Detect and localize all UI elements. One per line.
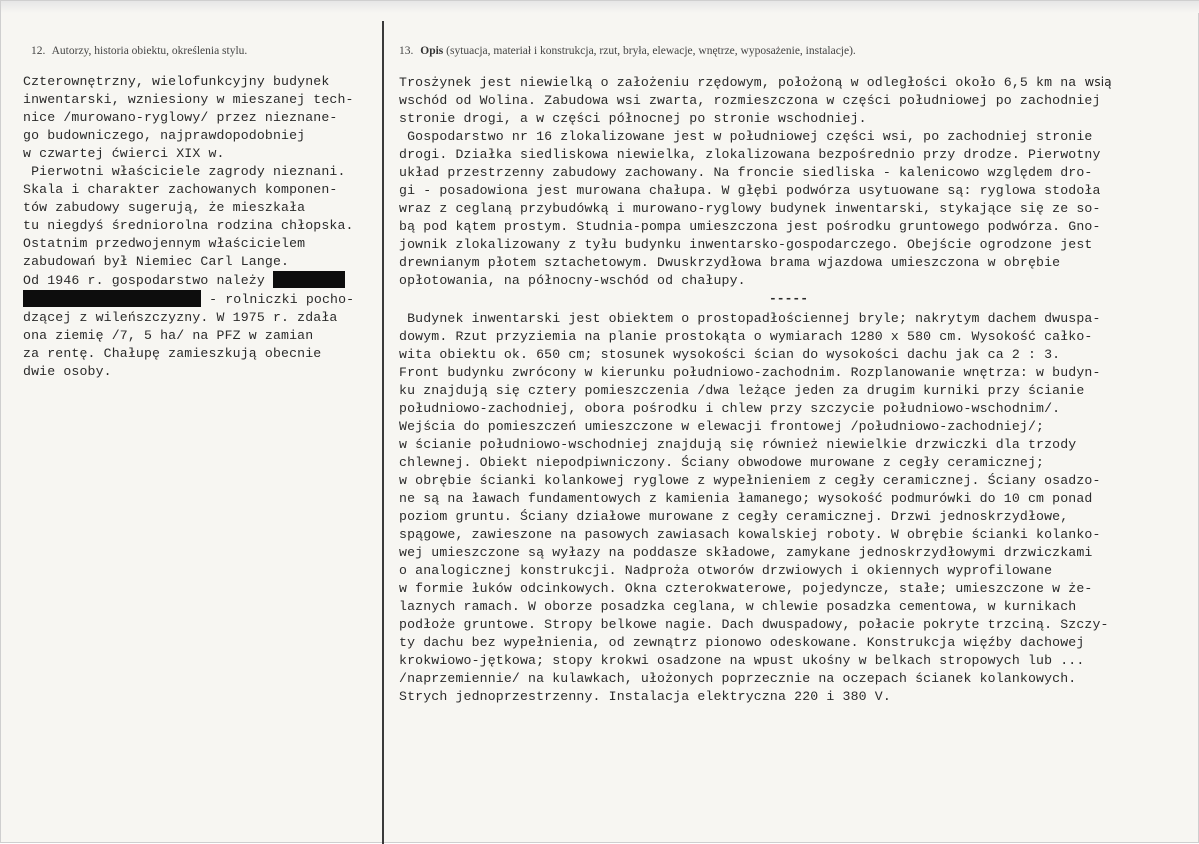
text-line: Ostatnim przedwojennym właścicielem xyxy=(23,236,306,251)
section-13-heading xyxy=(399,45,1189,57)
text-line: drogi. Działka siedliskowa niewielka, zlokalizowana bezpośrednio przy drodze. Pierwotny xyxy=(399,147,1101,162)
text-line: podłoże gruntowe. Stropy belkowe nagie. Dach dwuspadowy, połacie pokryte trzciną. Szczy- xyxy=(399,617,1109,632)
section-12-number: 12. xyxy=(31,45,46,57)
text-line: wraz z ceglaną przybudówką i murowano-ryglowy budynek inwentarski, stykające się ze so- xyxy=(399,201,1101,216)
text-line: w ścianie południowo-wschodniej znajdują się również niewielkie drzwiczki dla trzody xyxy=(399,437,1077,452)
text-line: w obrębie ścianki kolankowej ryglowe z wypełnieniem z cegły ceramicznej. Ściany osadzo- xyxy=(399,473,1101,488)
text-line: inwentarski, wzniesiony w mieszanej tech- xyxy=(23,92,354,107)
section-13-number: 13. xyxy=(399,45,414,57)
text-line: nice /murowano-ryglowy/ przez nieznane- xyxy=(23,110,338,125)
section-13-para-1 xyxy=(399,73,1189,290)
text-line-part: Trosżynek jest niewielką o założeniu rzędowym, położoną w odległości około 6,5 km na xyxy=(399,75,1077,90)
text-line: poziom gruntu. Ściany działowe murowane z cegły ceramicznej. Drzwi jednoskrzydłowe, xyxy=(399,509,1069,524)
text-line: stronie drogi, a w części północnej po stronie wschodniej. xyxy=(399,111,867,126)
text-line: Wejścia do pomieszczeń umieszczone w elewacji frontowej /południowo-zachodniej/; xyxy=(399,419,1045,434)
text-line: go budowniczego, najprawdopodobniej xyxy=(23,128,306,143)
text-line: wita obiektu ok. 650 cm; stosunek wysokości ścian do wysokości dachu jak ca 2 : 3. xyxy=(399,347,1061,362)
text-line xyxy=(23,290,383,309)
text-line: ona ziemię /7, 5 ha/ na PFZ w zamian xyxy=(23,328,314,343)
text-line: drewnianym płotem sztachetowym. Dwuskrzydłowa brama wjazdowa umieszczona w obrębie xyxy=(399,255,1061,270)
text-line: ku znajdują się cztery pomieszczenia /dwa leżące jeden za drugim kurniki przy ścianie xyxy=(399,383,1085,398)
section-12 xyxy=(23,45,383,381)
text-line: Skala i charakter zachowanych komponen- xyxy=(23,182,338,197)
section-13-title: Opis xyxy=(420,45,444,57)
text-line: bą pod kątem prostym. Studnia-pompa umieszczona jest pośrodku gruntowego podwórza. Gno- xyxy=(399,219,1101,234)
text-line: opłotowania, na północny-wschód od chałupy. xyxy=(399,273,746,288)
section-13 xyxy=(399,45,1189,706)
text-line: gi - posadowiona jest murowana chałupa. W głębi podwórza usytuowane są: ryglowa stodoła xyxy=(399,183,1101,198)
text-line: tu niegdyś średniorolna rodzina chłopska. xyxy=(23,218,354,233)
text-line: /naprzemiennie/ na kulawkach, ułożonych poprzecznie na oczepach ścianek kolankowych. xyxy=(399,671,1077,686)
text-line: zabudowań był Niemiec Carl Lange. xyxy=(23,254,290,269)
text-line: laznych ramach. W oborze posadzka ceglana, w chlewie posadzka cementowa, w kurnikach xyxy=(399,599,1077,614)
section-12-text xyxy=(23,73,383,381)
text-line: wschód od Wolina. Zabudowa wsi zwarta, rozmieszczona w części południowej po zachodniej xyxy=(399,93,1101,108)
text-line: Pierwotni właściciele zagrody nieznani. xyxy=(23,164,346,179)
section-12-title: Autorzy, historia obiektu, określenia stylu. xyxy=(51,45,248,57)
text-line: Gospodarstwo nr 16 zlokalizowane jest w południowej części wsi, po zachodniej stronie xyxy=(399,129,1093,144)
text-line xyxy=(23,271,383,290)
text-line: Czterownętrzny, wielofunkcyjny budynek xyxy=(23,74,330,89)
text-line: w formie łuków odcinkowych. Okna czterokwaterowe, pojedyncze, stałe; umieszczone w że- xyxy=(399,581,1093,596)
separator: ----- xyxy=(769,291,809,306)
text-line: tów zabudowy sugerują, że mieszkała xyxy=(23,200,306,215)
text-line: jownik zlokalizowany z tyłu budynku inwentarsko-gospodarczego. Obejście ogrodzone jest xyxy=(399,237,1093,252)
redaction-block xyxy=(273,271,345,288)
text-line: ne są na ławach fundamentowych z kamienia łamanego; wysokość podmurówki do 10 cm ponad xyxy=(399,491,1093,506)
text-line-part: - rolniczki pocho- xyxy=(209,292,355,307)
text-line: wej umieszczone są wyłazy na poddasze składowe, zamykane jednoskrzydłowymi drzwiczkami xyxy=(399,545,1093,560)
text-line: Budynek inwentarski jest obiektem o prostopadłościennej bryle; nakrytym dachem dwuspa- xyxy=(399,311,1101,326)
scan-edge xyxy=(1,1,1199,13)
text-line: dzącej z wileńszczyzny. W 1975 r. zdała xyxy=(23,310,338,325)
text-line: krokwiowo-jętkowa; stopy krokwi osadzone na wpust ukośny w belkach stropowych lub ... xyxy=(399,653,1085,668)
text-line xyxy=(399,73,1189,92)
text-line: za rentę. Chałupę zamieszkują obecnie xyxy=(23,346,322,361)
text-line: Strych jednoprzestrzenny. Instalacja elektryczna 220 i 380 V. xyxy=(399,689,891,704)
section-13-subtitle: (sytuacja, materiał i konstrukcja, rzut, bryła, elewacje, wnętrze, wyposażenie, instalacje). xyxy=(446,45,856,57)
text-line: dwie osoby. xyxy=(23,364,112,379)
text-line: w czwartej ćwierci XIX w. xyxy=(23,146,225,161)
handwritten-correction: wsią xyxy=(1084,75,1112,89)
section-12-heading xyxy=(31,45,383,57)
text-line: dowym. Rzut przyziemia na planie prostokąta o wymiarach 1280 x 580 cm. Wysokość całko- xyxy=(399,329,1093,344)
text-line: południowo-zachodniej, obora pośrodku i chlew przy szczycie południowo-wschodnim/. xyxy=(399,401,1061,416)
text-line-part: Od 1946 r. gospodarstwo należy xyxy=(23,273,265,288)
text-line: układ przestrzenny zabudowy zachowany. Na froncie siedliska - kalenicowo względem dro- xyxy=(399,165,1093,180)
text-line: o analogicznej konstrukcji. Nadproża otworów drzwiowych i okiennych wyprofilowane xyxy=(399,563,1053,578)
text-line: Front budynku zwrócony w kierunku południowo-zachodnim. Rozplanowanie wnętrza: w budyn- xyxy=(399,365,1101,380)
redaction-block xyxy=(23,290,201,307)
section-13-para-2 xyxy=(399,310,1189,706)
text-line: chlewnej. Obiekt niepodpiwniczony. Ściany obwodowe murowane z cegły ceramicznej; xyxy=(399,455,1045,470)
text-line: ty dachu bez wypełnienia, od zewnątrz pionowo odeskowane. Konstrukcja więźby dachowej xyxy=(399,635,1085,650)
text-line: spągowe, zawieszone na pasowych zawiasach kowalskiej roboty. W obrębie ścianki kolanko- xyxy=(399,527,1101,542)
